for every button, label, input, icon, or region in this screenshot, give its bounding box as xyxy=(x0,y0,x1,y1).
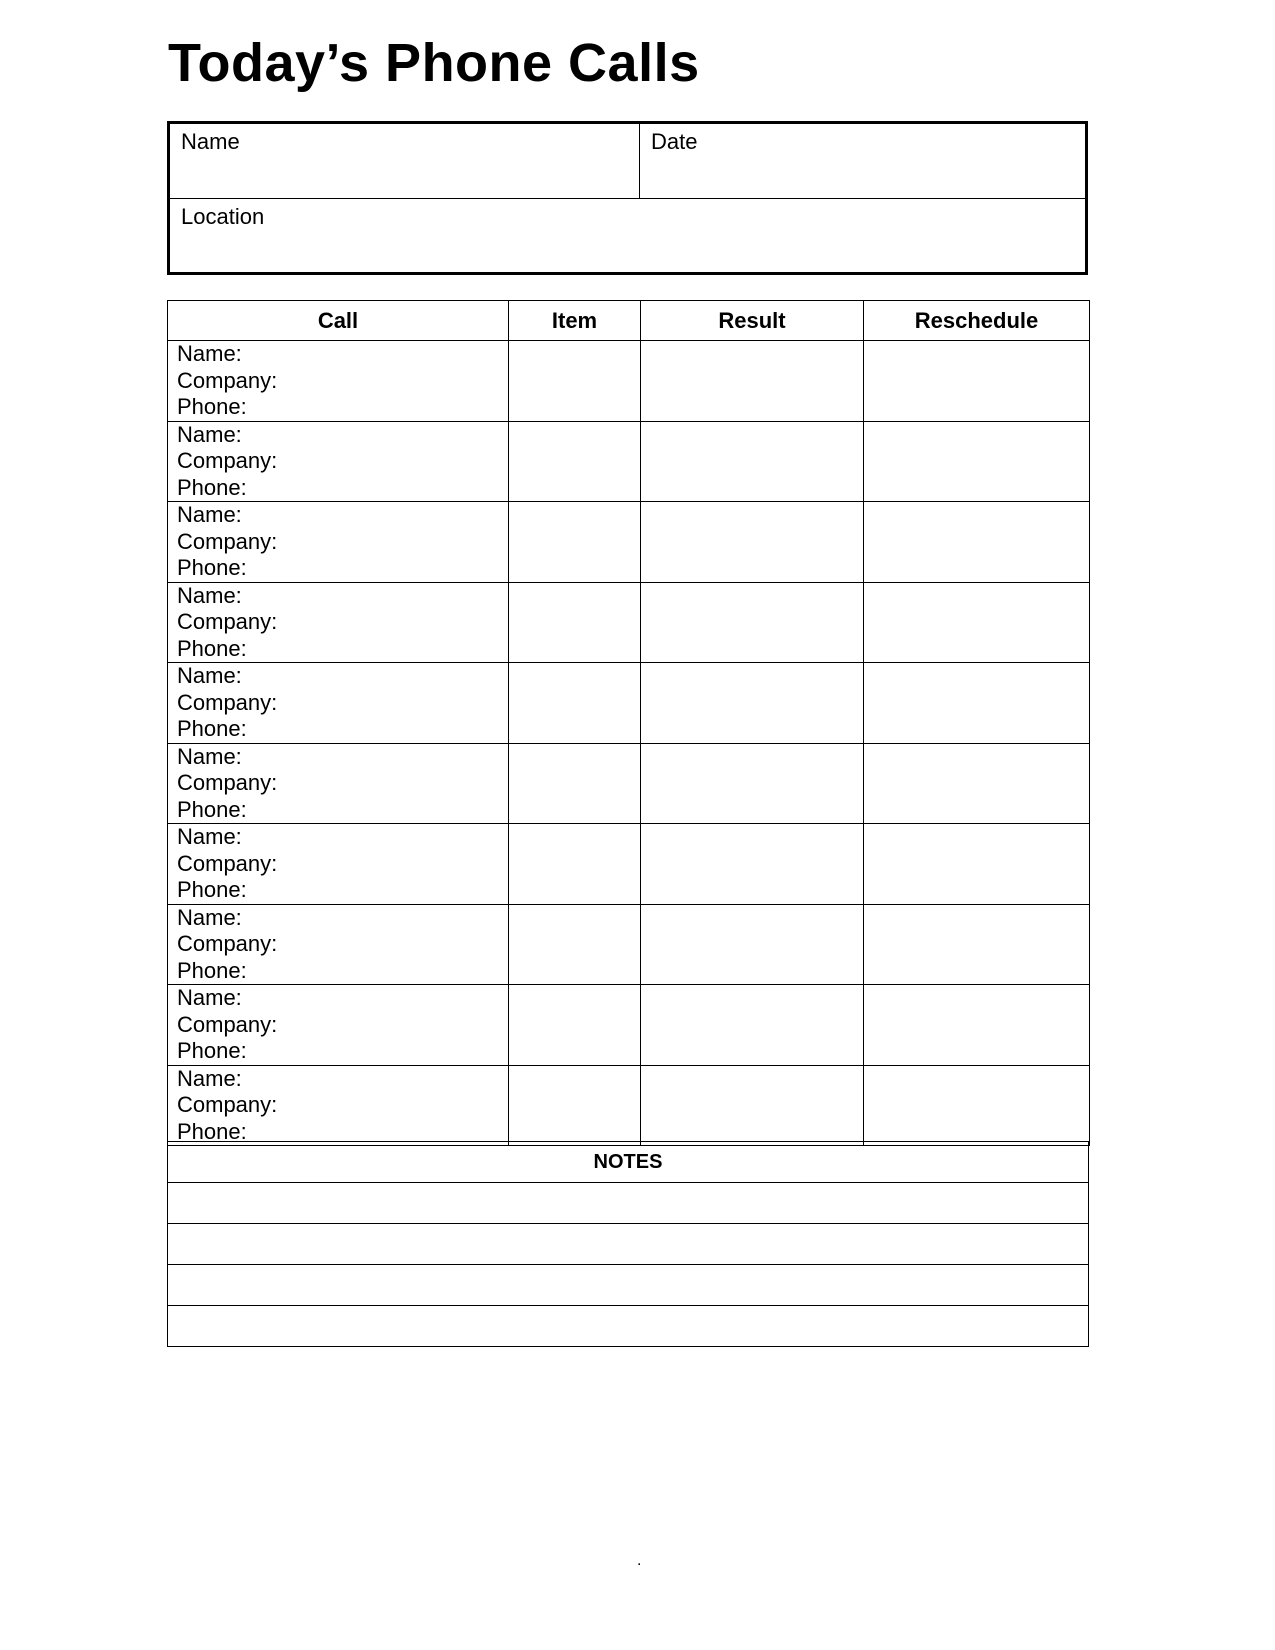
call-cell[interactable] xyxy=(168,663,509,744)
info-box xyxy=(167,121,1088,275)
page-title: Today’s Phone Calls xyxy=(168,33,700,93)
notes-line-row xyxy=(168,1183,1089,1224)
table-row xyxy=(168,985,1090,1066)
call-company-label: Company: xyxy=(177,931,278,956)
item-cell[interactable] xyxy=(509,743,641,824)
info-row-top xyxy=(170,124,1085,199)
call-name-label: Name: xyxy=(177,824,242,849)
call-company-label: Company: xyxy=(177,1011,278,1037)
call-company-label: Company: xyxy=(177,528,278,554)
notes-line-row xyxy=(168,1224,1089,1265)
call-phone-label: Phone: xyxy=(177,1118,247,1144)
item-cell[interactable] xyxy=(509,502,641,583)
result-cell[interactable] xyxy=(641,663,864,744)
header-result: Result xyxy=(641,301,864,341)
result-cell[interactable] xyxy=(641,421,864,502)
item-cell[interactable] xyxy=(509,341,641,422)
table-row xyxy=(168,1065,1090,1146)
table-row xyxy=(168,824,1090,905)
table-row xyxy=(168,341,1090,422)
location-label: Location xyxy=(181,204,265,229)
name-field[interactable] xyxy=(170,124,640,198)
reschedule-cell[interactable] xyxy=(864,904,1090,985)
notes-line[interactable] xyxy=(168,1306,1089,1347)
table-row xyxy=(168,663,1090,744)
call-name-label: Name: xyxy=(177,582,242,608)
call-company-label: Company: xyxy=(177,367,278,393)
result-cell[interactable] xyxy=(641,1065,864,1146)
call-name-label: Name: xyxy=(177,663,242,688)
call-name-label: Name: xyxy=(177,421,242,447)
result-cell[interactable] xyxy=(641,502,864,583)
reschedule-cell[interactable] xyxy=(864,985,1090,1066)
result-cell[interactable] xyxy=(641,985,864,1066)
footer-mark: . xyxy=(637,1552,642,1569)
date-field[interactable] xyxy=(640,124,1085,198)
table-row xyxy=(168,743,1090,824)
item-cell[interactable] xyxy=(509,421,641,502)
reschedule-cell[interactable] xyxy=(864,1065,1090,1146)
call-phone-label: Phone: xyxy=(177,716,247,741)
result-cell[interactable] xyxy=(641,582,864,663)
notes-line[interactable] xyxy=(168,1183,1089,1224)
notes-line[interactable] xyxy=(168,1224,1089,1265)
table-row xyxy=(168,421,1090,502)
call-cell[interactable] xyxy=(168,502,509,583)
reschedule-cell[interactable] xyxy=(864,582,1090,663)
notes-heading: NOTES xyxy=(168,1142,1089,1183)
result-cell[interactable] xyxy=(641,341,864,422)
call-phone-label: Phone: xyxy=(177,796,247,822)
call-name-label: Name: xyxy=(177,904,242,930)
call-phone-label: Phone: xyxy=(177,394,247,419)
call-name-label: Name: xyxy=(177,985,242,1010)
call-phone-label: Phone: xyxy=(177,635,247,661)
name-label: Name xyxy=(181,129,240,154)
notes-line[interactable] xyxy=(168,1265,1089,1306)
item-cell[interactable] xyxy=(509,582,641,663)
notes-line-row xyxy=(168,1306,1089,1347)
header-call: Call xyxy=(168,301,509,341)
call-cell[interactable] xyxy=(168,743,509,824)
result-cell[interactable] xyxy=(641,743,864,824)
location-field[interactable] xyxy=(170,199,1085,275)
result-cell[interactable] xyxy=(641,824,864,905)
call-cell[interactable] xyxy=(168,824,509,905)
reschedule-cell[interactable] xyxy=(864,341,1090,422)
call-company-label: Company: xyxy=(177,689,278,715)
item-cell[interactable] xyxy=(509,1065,641,1146)
item-cell[interactable] xyxy=(509,663,641,744)
call-company-label: Company: xyxy=(177,1092,278,1117)
call-cell[interactable] xyxy=(168,421,509,502)
header-reschedule: Reschedule xyxy=(864,301,1090,341)
call-phone-label: Phone: xyxy=(177,957,247,983)
reschedule-cell[interactable] xyxy=(864,743,1090,824)
table-row xyxy=(168,502,1090,583)
notes-header-row xyxy=(168,1142,1089,1183)
header-item: Item xyxy=(509,301,641,341)
table-header-row xyxy=(168,301,1090,341)
table-row xyxy=(168,904,1090,985)
calls-table xyxy=(167,300,1090,1146)
item-cell[interactable] xyxy=(509,904,641,985)
call-name-label: Name: xyxy=(177,341,242,366)
call-name-label: Name: xyxy=(177,1065,242,1091)
date-label: Date xyxy=(651,129,698,154)
call-company-label: Company: xyxy=(177,448,278,473)
call-cell[interactable] xyxy=(168,341,509,422)
call-phone-label: Phone: xyxy=(177,1038,247,1063)
table-row xyxy=(168,582,1090,663)
call-cell[interactable] xyxy=(168,582,509,663)
item-cell[interactable] xyxy=(509,824,641,905)
call-phone-label: Phone: xyxy=(177,877,247,902)
call-company-label: Company: xyxy=(177,850,278,876)
call-cell[interactable] xyxy=(168,904,509,985)
notes-table xyxy=(167,1141,1089,1347)
call-name-label: Name: xyxy=(177,743,242,769)
call-company-label: Company: xyxy=(177,609,278,634)
reschedule-cell[interactable] xyxy=(864,663,1090,744)
call-cell[interactable] xyxy=(168,1065,509,1146)
call-phone-label: Phone: xyxy=(177,474,247,500)
item-cell[interactable] xyxy=(509,985,641,1066)
result-cell[interactable] xyxy=(641,904,864,985)
call-cell[interactable] xyxy=(168,985,509,1066)
reschedule-cell[interactable] xyxy=(864,824,1090,905)
notes-line-row xyxy=(168,1265,1089,1306)
call-phone-label: Phone: xyxy=(177,555,247,580)
call-company-label: Company: xyxy=(177,770,278,795)
call-name-label: Name: xyxy=(177,502,242,527)
reschedule-cell[interactable] xyxy=(864,421,1090,502)
reschedule-cell[interactable] xyxy=(864,502,1090,583)
